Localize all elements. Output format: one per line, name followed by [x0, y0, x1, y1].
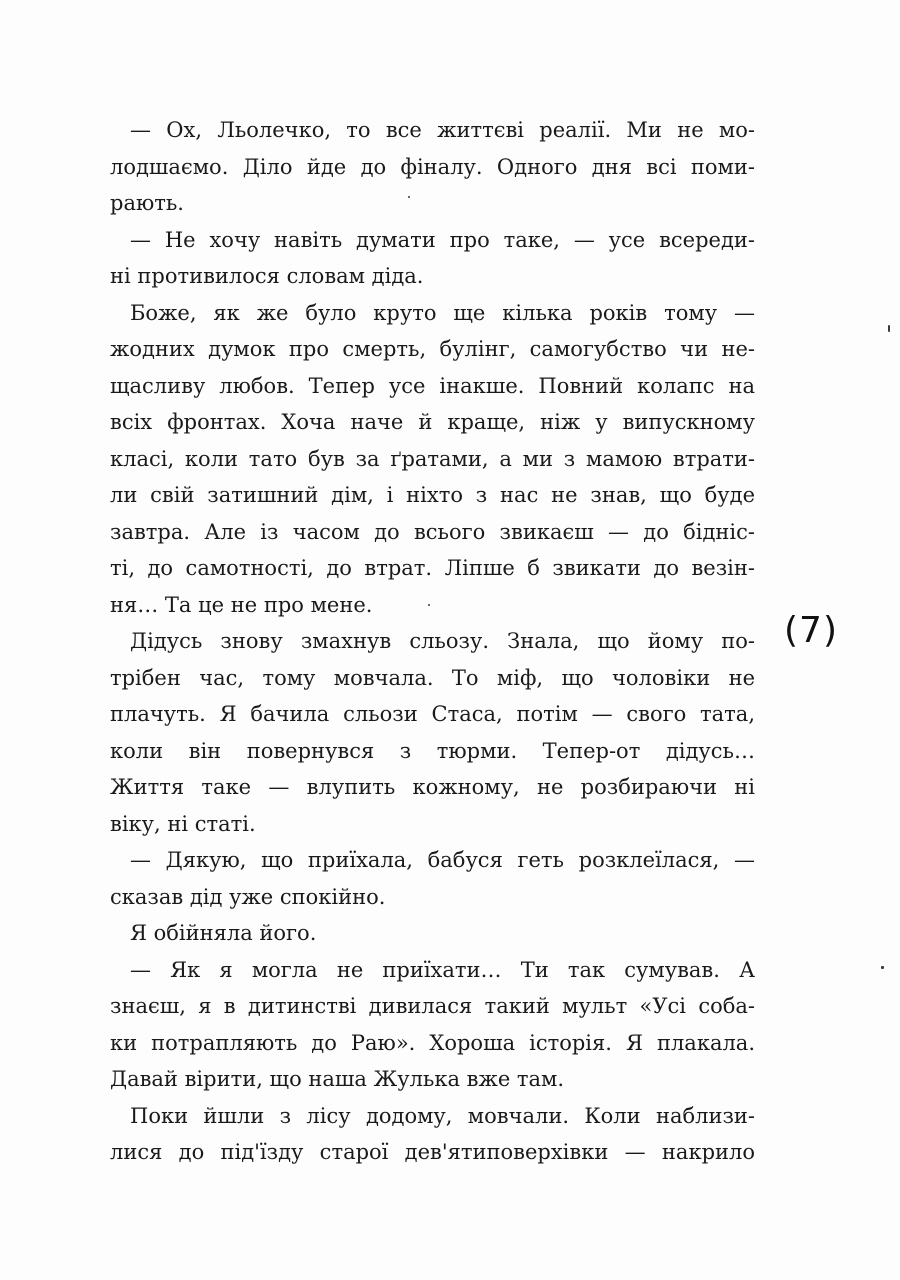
text-line: ки потрапляють до Раю». Хороша історія. Я плакала. — [110, 1030, 755, 1055]
text-line: Дідусь знову змахнув сльозу. Знала, що йому по- — [130, 629, 755, 653]
body-text — [110, 112, 755, 1171]
text-line: — Як я могла не приїхати… Ти так сумував. А — [130, 957, 755, 982]
text-line: лодшаємо. Діло йде до фіналу. Одного дня всі поми- — [110, 154, 755, 179]
text-line: — Дякую, що приїхала, бабуся геть розклеїлася, — — [130, 848, 755, 872]
text-line: Життя таке — влупить кожному, не розбираючи ні — [110, 775, 755, 799]
text-line: Боже, як же було круто ще кілька років тому — — [130, 300, 755, 325]
text-line: щасливу любов. Тепер усе інакше. Повний колапс на — [110, 373, 755, 398]
text-line: Я обійняла його. — [130, 921, 317, 945]
page-number: (7) — [784, 610, 838, 651]
scan-speck — [888, 325, 890, 332]
text-line: трібен час, тому мовчала. То міф, що чоловіки не — [110, 665, 755, 690]
text-line: Поки йшли з лісу додому, мовчали. Коли наблизи- — [130, 1103, 755, 1128]
text-line: лися до під'їзду старої дев'ятиповерхівки — накрило — [110, 1140, 755, 1164]
text-line: рають. — [110, 191, 184, 215]
text-line: ня… Та це не про мене. — [110, 592, 373, 617]
scan-speck — [428, 604, 430, 606]
text-line: жодних думок про смерть, булінг, самогубство чи не- — [110, 337, 755, 361]
text-line: віку, ні статі. — [110, 811, 256, 836]
text-line: — Ох, Льолечко, то все життєві реалії. Ми не мо- — [130, 118, 755, 142]
text-line: завтра. Але із часом до всього звикаєш — до бідніс- — [110, 519, 755, 544]
scan-speck — [408, 196, 410, 198]
text-line: ті, до самотності, до втрат. Ліпше б звикати до везін- — [110, 556, 755, 580]
text-line: плачуть. Я бачила сльози Стаса, потім — свого тата, — [110, 702, 755, 726]
text-line: ні противилося словам діда. — [110, 264, 424, 288]
text-line: ли свій затишний дім, і ніхто з нас не знав, що буде — [110, 483, 755, 507]
text-line: всіх фронтах. Хоча наче й краще, ніж у випускному — [110, 410, 755, 434]
text-line: — Не хочу навіть думати про таке, — усе всереди- — [130, 227, 755, 252]
text-line: знаєш, я в дитинстві дивилася такий мульт «Усі соба- — [110, 994, 755, 1018]
scan-speck — [881, 966, 884, 969]
text-line: сказав дід уже спокійно. — [110, 884, 386, 909]
text-line: класі, коли тато був за ґратами, а ми з мамою втрати- — [110, 446, 755, 471]
text-line: коли він повернувся з тюрми. Тепер-от дідусь… — [110, 738, 755, 763]
text-line: Давай вірити, що наша Жулька вже там. — [110, 1067, 565, 1091]
